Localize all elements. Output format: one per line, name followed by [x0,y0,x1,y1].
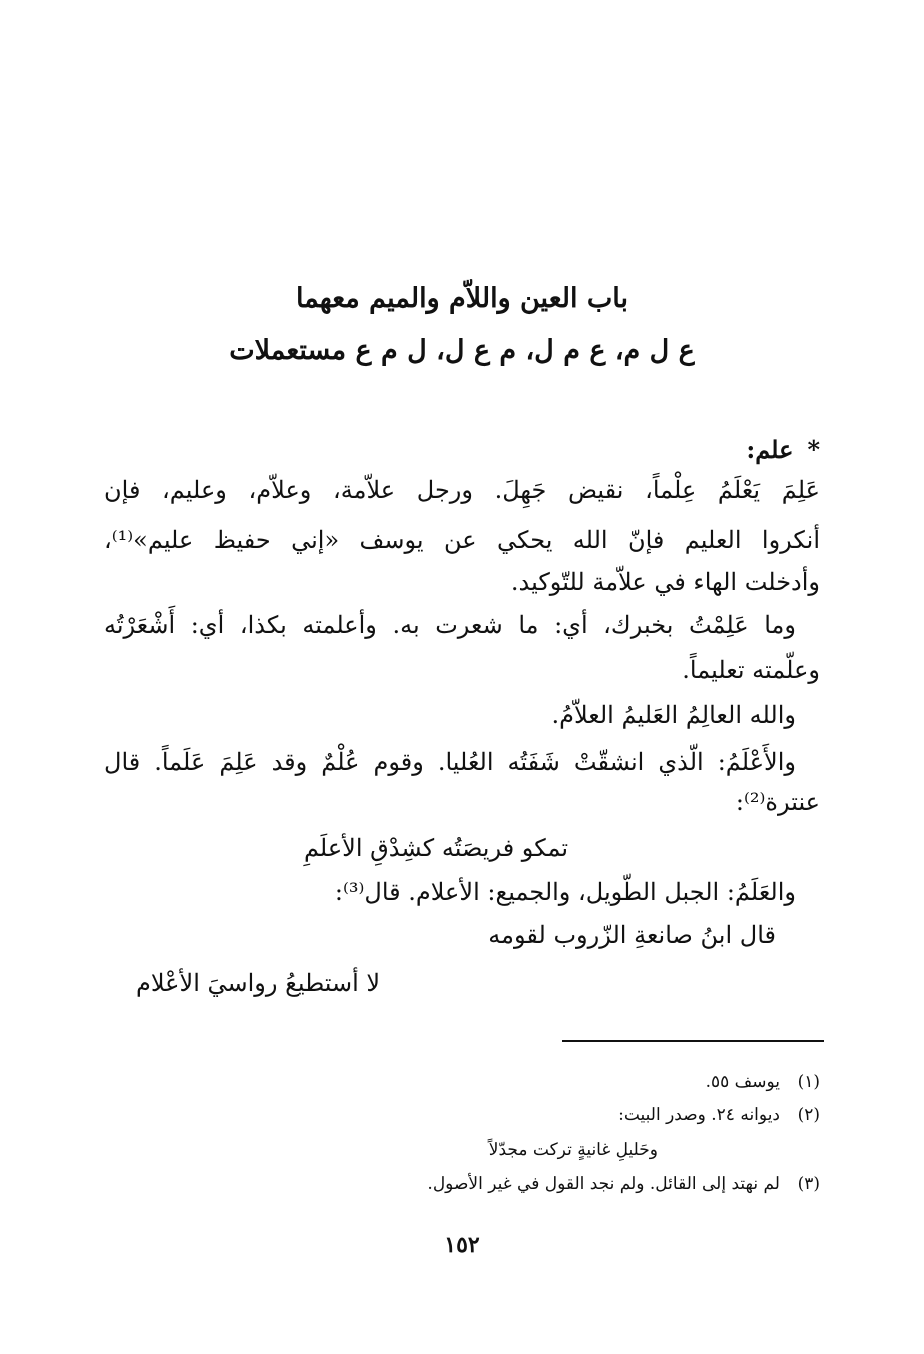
body-line: والله العالِمُ العَليمُ العلاّمُ. [551,701,796,729]
footnote-divider [562,1040,824,1042]
chapter-title: باب العين واللاّم والميم معهما [295,283,629,314]
footnote-text: وحَليلِ غانيةٍ تركت مجدّلاً [488,1140,658,1160]
footnote-number: (١) [797,1072,820,1092]
body-line: والعَلَمُ: الجبل الطّويل، والجميع: الأعلام. قال⁽³⁾: [334,878,796,906]
footnote-number: (٢) [797,1105,820,1125]
body-line: عَلِمَ يَعْلَمُ عِلْماً، نقيض جَهِلَ. ورجل علاّمة، وعلاّم، وعليم، فإن [104,476,820,504]
footnote [706,1068,820,1096]
asterisk-icon: * [807,435,820,464]
footnote [427,1170,820,1198]
footnote [618,1101,820,1129]
body-line: عنترة⁽²⁾: [735,788,820,816]
footnote-text: لم نهتد إلى القائل. ولم نجد القول في غير الأصول. [427,1174,780,1194]
body-line: وأدخلت الهاء في علاّمة للتّوكيد. [510,568,820,596]
chapter-subtitle: ع ل م، ع م ل، م ع ل، ل م ع مستعملات [229,335,695,366]
verse-line: تمكو فريصَتُه كشِدْقِ الأعلَمِ [303,834,568,862]
footnote-number: (٣) [797,1174,820,1194]
page-number: ١٥٢ [444,1232,480,1258]
verse-hemistich: لا أستطيعُ رواسيَ الأعْلام [136,969,381,997]
body-line: وعلّمته تعليماً. [682,656,820,684]
body-line: أنكروا العليم فإنّ الله يحكي عن يوسف «إني حفيظ عليم»⁽¹⁾، [104,526,820,554]
entry-head-word: علم: [746,435,794,464]
body-line: والأَعْلَمُ: الّذي انشقّتْ شَفَتُه العُليا. وقوم عُلْمٌ وقد عَلِمَ عَلَماً. قال [104,748,796,776]
footnote-text: يوسف ٥٥. [705,1072,780,1092]
entry-heading [104,430,820,470]
verse-hemistich: قال ابنُ صانعةِ الزّروب لقومه [488,921,776,949]
footnote-verse [489,1136,658,1164]
footnote-text: ديوانه ٢٤. وصدر البيت: [618,1105,780,1125]
body-line: وما عَلِمْتُ بخبرك، أي: ما شعرت به. وأعلمته بكذا، أي: أَشْعَرْتُه [104,611,796,639]
